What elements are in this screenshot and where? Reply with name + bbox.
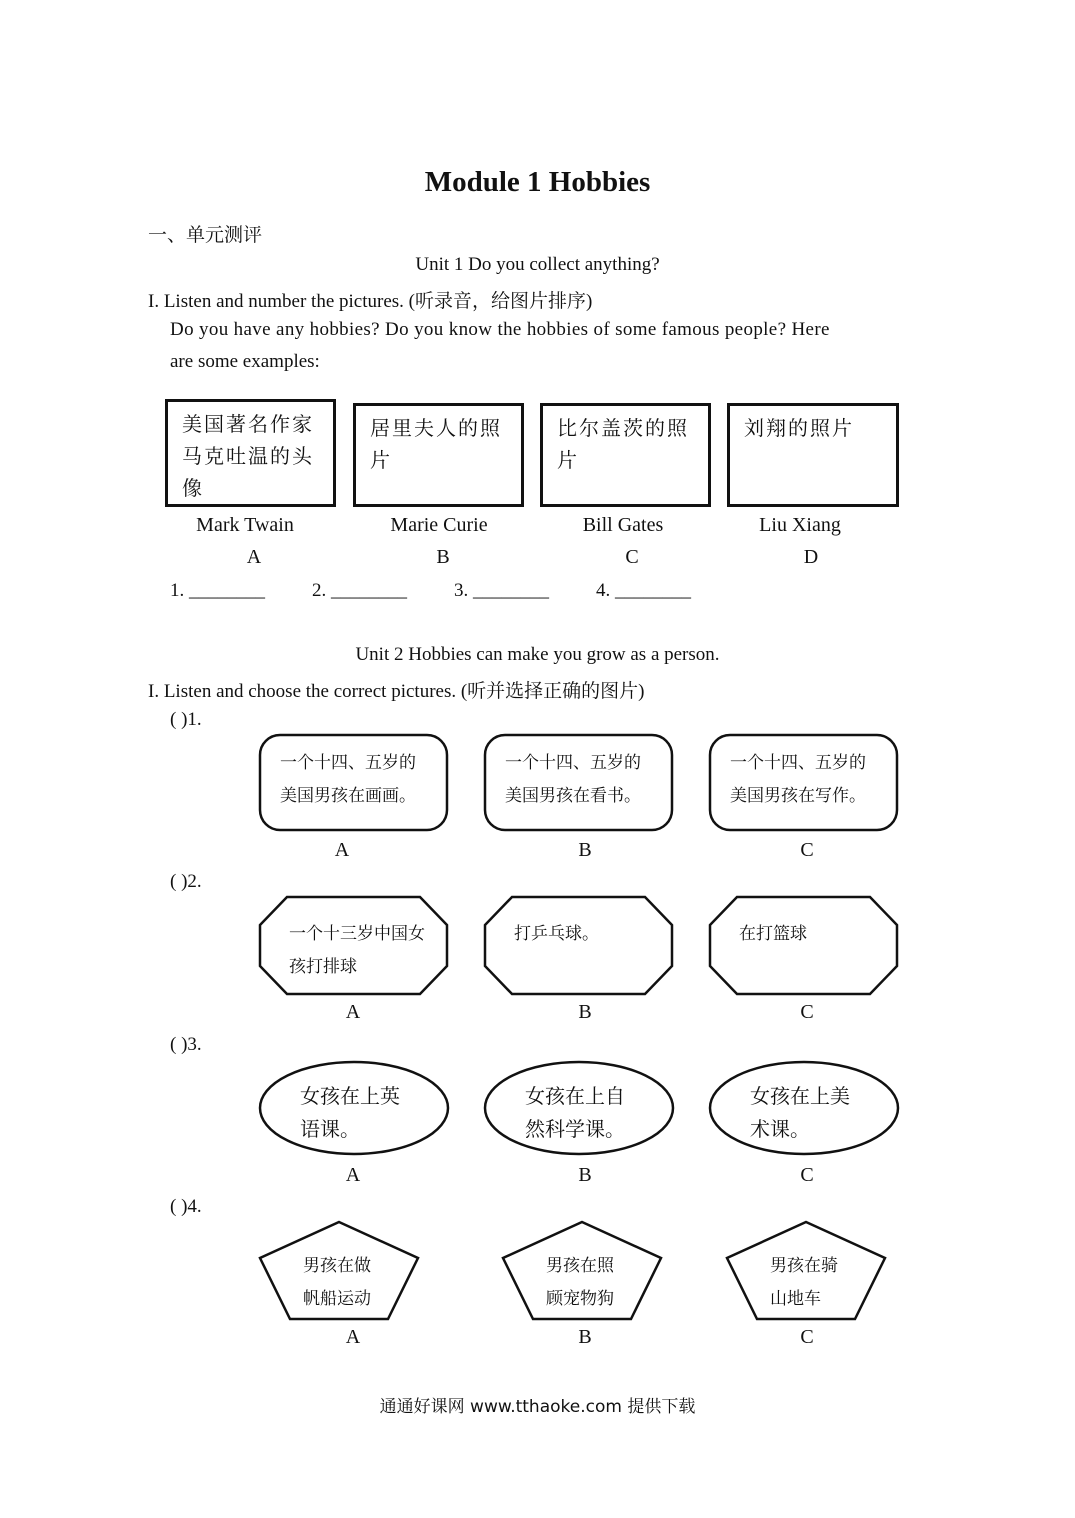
q1-option-a-text: 一个十四、五岁的美国男孩在画画。 [280, 753, 416, 806]
unit1-heading: Unit 1 Do you collect anything? [415, 254, 660, 275]
q3-option-a-text: 女孩在上英语课。 [300, 1084, 400, 1141]
picture-letter-b: B [436, 546, 450, 568]
q1-option-c-text: 一个十四、五岁的美国男孩在写作。 [730, 753, 866, 806]
q4-option-b-text: 男孩在照顾宠物狗 [546, 1256, 614, 1309]
section-heading: 一、单元测评 [148, 224, 263, 246]
footer-credit: 通通好课网 www.tthaoke.com 提供下载 [379, 1397, 696, 1417]
unit1-intro-line1: Do you have any hobbies? Do you know the hobbies of some famous people? Here [170, 319, 830, 340]
answer-blank-3[interactable]: 3. ________ [454, 580, 549, 601]
q4-option-b-letter[interactable]: B [578, 1326, 592, 1348]
picture-name-c: Bill Gates [582, 514, 664, 536]
q3-option-b-text: 女孩在上自然科学课。 [525, 1084, 625, 1141]
q1-option-c-letter[interactable]: C [800, 839, 814, 861]
answer-blank-4[interactable]: 4. ________ [596, 580, 691, 601]
unit1-instruction: I. Listen and number the pictures. (听录音，给图片排序) [148, 291, 593, 312]
picture-letter-c: C [625, 546, 639, 568]
unit1-intro-line2: are some examples: [170, 351, 320, 372]
q4-option-c-letter[interactable]: C [800, 1326, 814, 1348]
q4-option-a-letter[interactable]: A [345, 1326, 361, 1348]
unit2-heading: Unit 2 Hobbies can make you grow as a person. [355, 644, 720, 665]
q3-option-b-letter[interactable]: B [578, 1164, 592, 1186]
question-4-label[interactable]: ( )4. [170, 1196, 202, 1217]
question-2-label[interactable]: ( )2. [170, 871, 202, 892]
picture-box-d: 刘翔的照片 [727, 403, 899, 507]
picture-box-a: 美国著名作家马克吐温的头像 [165, 399, 336, 507]
question-3-label[interactable]: ( )3. [170, 1034, 202, 1055]
q3-option-a-letter[interactable]: A [345, 1164, 361, 1186]
answer-blank-2[interactable]: 2. ________ [312, 580, 407, 601]
q2-option-a-text: 一个十三岁中国女孩打排球 [289, 924, 425, 977]
picture-name-d: Liu Xiang [759, 514, 841, 536]
picture-letter-d: D [803, 546, 819, 568]
unit2-instruction: I. Listen and choose the correct pictures. (听并选择正确的图片) [148, 681, 645, 702]
page-title: Module 1 Hobbies [424, 166, 651, 198]
q4-option-c-text: 男孩在骑山地车 [770, 1256, 838, 1309]
picture-letter-a: A [246, 546, 262, 568]
q1-option-b-letter[interactable]: B [578, 839, 592, 861]
picture-name-a: Mark Twain [196, 514, 294, 536]
q2-option-c-letter[interactable]: C [800, 1001, 814, 1023]
q2-option-c-text: 在打篮球 [739, 924, 807, 944]
q2-option-b-text: 打乒乓球。 [514, 924, 599, 944]
q3-option-c-letter[interactable]: C [800, 1164, 814, 1186]
question-1-label[interactable]: ( )1. [170, 709, 202, 730]
q1-option-a-letter[interactable]: A [334, 839, 350, 861]
q2-option-b-letter[interactable]: B [578, 1001, 592, 1023]
q1-option-b-text: 一个十四、五岁的美国男孩在看书。 [505, 753, 641, 806]
q2-option-a-letter[interactable]: A [345, 1001, 361, 1023]
q4-option-a-text: 男孩在做帆船运动 [303, 1256, 371, 1309]
answer-blank-1[interactable]: 1. ________ [170, 580, 265, 601]
q3-option-c-text: 女孩在上美术课。 [750, 1084, 850, 1141]
picture-box-c: 比尔盖茨的照片 [540, 403, 711, 507]
picture-name-b: Marie Curie [390, 514, 488, 536]
picture-box-b: 居里夫人的照片 [353, 403, 524, 507]
